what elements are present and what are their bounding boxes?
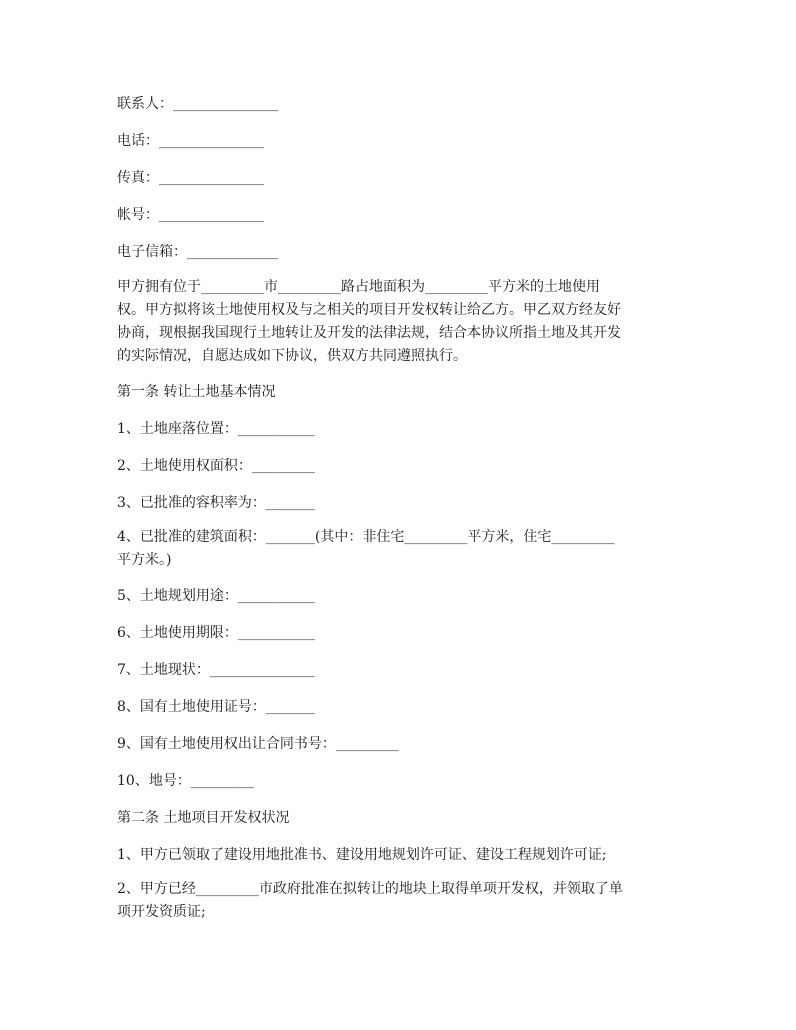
article1-item-plot-ratio: 3、已批准的容积率为：_______: [117, 495, 315, 511]
intro-line: 权。甲方拟将该土地使用权及与之相关的项目开发权转让给乙方。甲乙双方经友好: [117, 302, 621, 318]
intro-line: 甲方拥有位于_________市_________路占地面积为_________平方米的土地使用: [117, 279, 600, 295]
email-field: 电子信箱：_____________: [117, 244, 278, 260]
article2-heading: 第二条 土地项目开发权状况: [117, 810, 290, 826]
article1-item-building-area: [117, 526, 687, 572]
building-area-line: 4、已批准的建筑面积：_______(其中：非住宅_________平方米，住宅_________: [117, 529, 615, 545]
building-area-line: 平方米。): [117, 552, 172, 568]
development-right-line: 项开发资质证;: [117, 904, 206, 920]
intro-line: 的实际情况，自愿达成如下协议，供双方共同遵照执行。: [117, 348, 467, 364]
phone-field: 电话：_______________: [117, 133, 264, 149]
article1-item-lot-no: 10、地号：_________: [117, 773, 254, 789]
article1-item-contract-no: 9、国有土地使用权出让合同书号：_________: [117, 736, 399, 752]
intro-line: 协商，现根据我国现行土地转让及开发的法律法规，结合本协议所指土地及其开发: [117, 325, 621, 341]
article1-item-planned-use: 5、土地规划用途：___________: [117, 588, 315, 604]
intro-paragraph: [117, 276, 687, 368]
article1-item-certificate-no: 8、国有土地使用证号：_______: [117, 699, 315, 715]
development-right-line: 2、甲方已经_________市政府批准在拟转让的地块上取得单项开发权，并领取了单: [117, 881, 623, 897]
article1-item-term: 6、土地使用期限：___________: [117, 625, 315, 641]
article2-item-permits: 1、甲方已领取了建设用地批准书、建设用地规划许可证、建设工程规划许可证;: [117, 847, 607, 863]
account-field: 帐号：_______________: [117, 207, 264, 223]
article1-item-status: 7、土地现状：_______________: [117, 662, 315, 678]
article1-heading: 第一条 转让土地基本情况: [117, 384, 276, 400]
document-page: [117, 90, 687, 924]
contact-person-field: 联系人：_______________: [117, 96, 278, 112]
article2-item-development-right: [117, 878, 687, 924]
fax-field: 传真：_______________: [117, 170, 264, 186]
article1-item-area: 2、土地使用权面积：_________: [117, 458, 315, 474]
article1-item-location: 1、土地座落位置：___________: [117, 421, 315, 437]
